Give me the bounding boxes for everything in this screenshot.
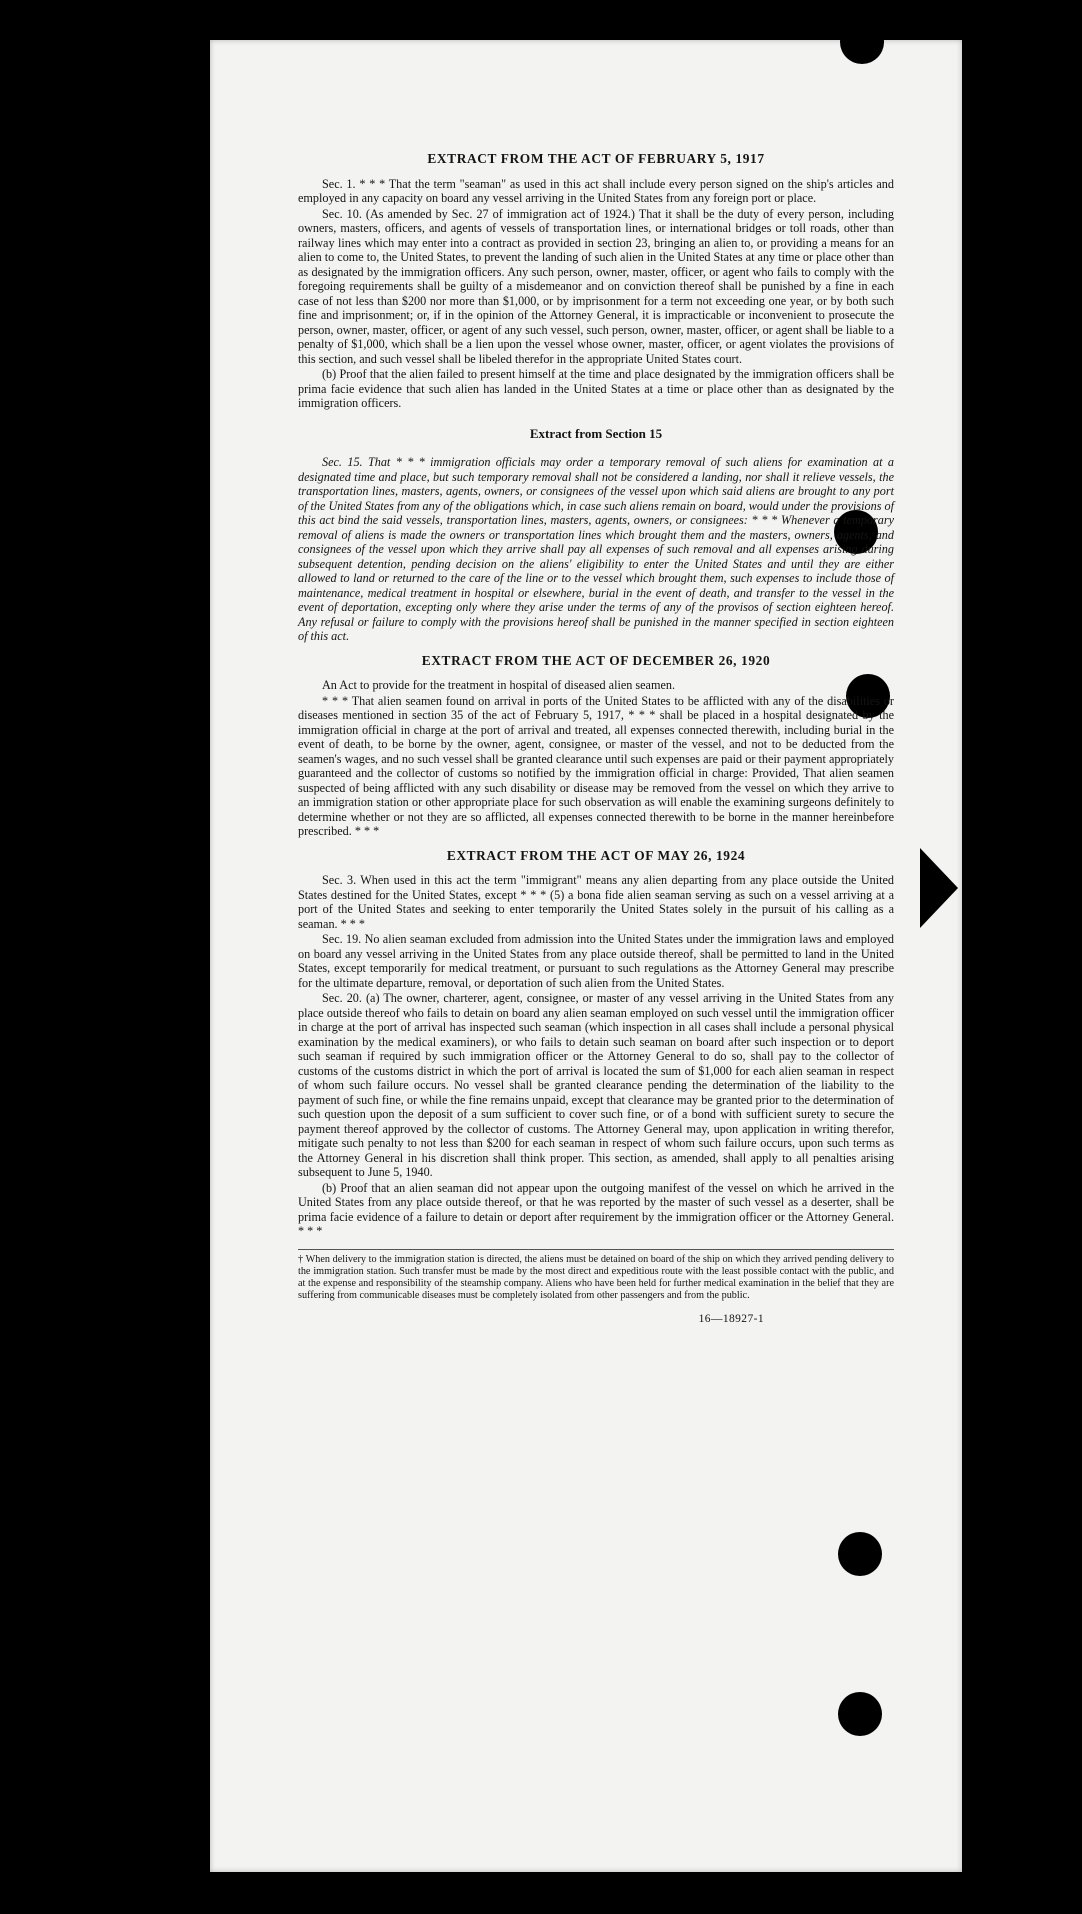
heading-act-1920: EXTRACT FROM THE ACT OF DECEMBER 26, 1920 xyxy=(421,652,771,668)
paragraph-1920-title: An Act to provide for the treatment in hospital of diseased alien seamen. xyxy=(322,678,675,692)
paragraph-1917-sec10b: (b) Proof that the alien failed to present himself at the time and place designated by the immigration officers shall be prima facie evidence that such alien has landed in the United States at a time or place other than as designated by the immigration officers. xyxy=(298,367,894,410)
paragraph-section-15: Sec. 15. That * * * immigration officials may order a temporary removal of such aliens for examination at a designated time and place, but such temporary removal shall not be considered a landing, nor shall it relieve vessels, the transportation lines, masters, agents, owners, or consignees of the vessel upon which said aliens are brought to any port of the United States from any of the obligations which, in case such aliens remain on board, would under the provisions of this act bind the said vessels, transportation lines, masters, agents, owners, or consignees: * * * Whenever a temporary removal of aliens is made the owners or transportation lines which brought them and the masters, owners, agents, and consignees of the vessel upon which they arrive shall pay all expenses of such removal and all expenses arising during subsequent detention, pending decision on the aliens' eligibility to enter the United States and until they are either allowed to land or returned to the care of the line or to the vessel which brought them, such expenses to include those of maintenance, medical treatment in hospital or elsewhere, burial in the event of death, and transfer to the vessel in the event of deportation, excepting only where they arise under the terms of any of the provisos of section eighteen hereof. Any refusal or failure to comply with the provisions hereof shall be punished in the manner specified in section eighteen of this act. xyxy=(298,455,894,643)
punch-hole-lower xyxy=(838,1532,882,1576)
paragraph-1924-sec20b: (b) Proof that an alien seaman did not appear upon the outgoing manifest of the vessel on which he arrived in the United States from any place outside thereof, or that he was reported by the master of such vessel as a deserter, shall be prima facie evidence of a failure to detain or deport after requirement by the immigration officer or the Attorney General. * * * xyxy=(298,1180,894,1238)
paragraph-1924-sec19: Sec. 19. No alien seaman excluded from admission into the United States under the immigration laws and employed on board any vessel arriving in the United States from any place outside thereof, shall be permitted to land in the United States, except temporarily for medical treatment, or pursuant to such regulations as the Attorney General may prescribe for the ultimate departure, removal, or deportation of such alien from the United States. xyxy=(298,932,894,990)
punch-hole-top xyxy=(840,40,884,64)
paragraph-1917-sec10: Sec. 10. (As amended by Sec. 27 of immigration act of 1924.) That it shall be the duty of every person, including owners, masters, officers, and agents of vessels of transportation lines, or international bridges or toll roads, other than railway lines which may enter into a contract as provided in section 23, bringing an alien to, or providing a means for an alien to come to, the United States, to prevent the landing of such alien in the United States at any time or place other than as designated by the immigration officers. Any such person, owner, master, officer, or agent who fails to comply with the foregoing requirements shall be guilty of a misdemeanor and on conviction thereof shall be punished by a fine in each case of not less than $200 nor more than $1,000, or by imprisonment for a term not exceeding one year, or by both such fine and imprisonment; or, if in the opinion of the Attorney General, it is impracticable or inconvenient to prosecute the person, owner, master, officer, or agent of any such vessel, such person, owner, master, officer, or agent shall be liable to a penalty of $1,000, which shall be a lien upon the vessel whose owner, master, officer, or agent violates the provisions of this section, and such vessel shall be libeled therefor in the appropriate United States court. xyxy=(298,206,894,366)
form-number: 16—18927-1 xyxy=(698,1312,764,1325)
document-body xyxy=(298,148,894,1326)
document-page xyxy=(210,40,962,1872)
paragraph-1920-body: * * * That alien seamen found on arrival in ports of the United States to be afflicted with any of the disabilities or diseases mentioned in section 35 of the act of February 5, 1917, * * * shall be placed in a hospital designated by the immigration official in charge at the port of arrival and treated, all expenses connected therewith, including burial in the event of death, to be borne by the owner, agent, consignee, or master of the vessel, and not to be deducted from the seamen's wages, and no such vessel shall be granted clearance until such expenses are paid or their payment appropriately guaranteed and the collector of customs so notified by the immigration official in charge: Provided, That alien seamen suspected of being afflicted with any such disability or disease may be removed from the vessel on which they arrive to an immigration station or other appropriate place for such observation as will enable the examining surgeons definitely to determine whether or not they are so afflicted, all expenses connected therewith to be borne in the manner hereinbefore prescribed. * * * xyxy=(298,693,894,838)
paragraph-1917-sec1: Sec. 1. * * * That the term "seaman" as used in this act shall include every person signed on the ship's articles and employed in any capacity on board any vessel arriving in the United States from any foreign port or place. xyxy=(298,176,894,205)
paragraph-1924-sec20: Sec. 20. (a) The owner, charterer, agent, consignee, or master of any vessel arriving in the United States from any place outside thereof who fails to detain on board any alien seaman employed on such vessel until the immigration officer in charge at the port of arrival has inspected such seaman (which inspection in all cases shall include a personal physical examination by the medical examiners), or who fails to detain such seaman on board after such inspection or to deport such seaman if required by such immigration officer or the Attorney General to do so, shall pay to the collector of customs of the customs district in which the port of arrival is located the sum of $1,000 for each alien seaman in respect of whom such failure occurs. No vessel shall be granted clearance pending the determination of the liability to the payment of such fine, or while the fine remains unpaid, except that clearance may be granted prior to the determination of such question upon the deposit of a sum sufficient to cover such fine, or of a bond with sufficient surety to secure the payment thereof approved by the collector of customs. The Attorney General may, upon application in writing therefor, mitigate such penalty to not less than $200 for each seaman in respect of whom such failure occurs, upon such terms as the Attorney General in his discretion shall think proper. This section, as amended, shall apply to all penalties arising subsequent to June 5, 1940. xyxy=(298,991,894,1179)
heading-act-1924: EXTRACT FROM THE ACT OF MAY 26, 1924 xyxy=(446,847,746,863)
subheading-section-15: Extract from Section 15 xyxy=(529,425,663,441)
heading-act-1917: EXTRACT FROM THE ACT OF FEBRUARY 5, 1917 xyxy=(427,151,765,166)
punch-hole-bottom xyxy=(838,1692,882,1736)
edge-notch xyxy=(920,848,958,928)
paragraph-1924-sec3: Sec. 3. When used in this act the term "immigrant" means any alien departing from any place outside the United States destined for the United States, except * * * (5) a bona fide alien seaman serving as such on a vessel arriving at a port of the United States and seeking to enter temporarily the United States solely in the pursuit of his calling as a seaman. * * * xyxy=(298,873,894,931)
footnote: † When delivery to the immigration station is directed, the aliens must be detained on board of the ship on which they arrived pending delivery to the immigration station. Such transfer must be made by the most direct and expeditious route with the least possible contact with the public, and at the expense and responsibility of the steamship company. Aliens who have been held for further medical examination in the belief that they are suffering from communicable diseases must be completely isolated from other passengers and from the public. xyxy=(298,1249,894,1302)
